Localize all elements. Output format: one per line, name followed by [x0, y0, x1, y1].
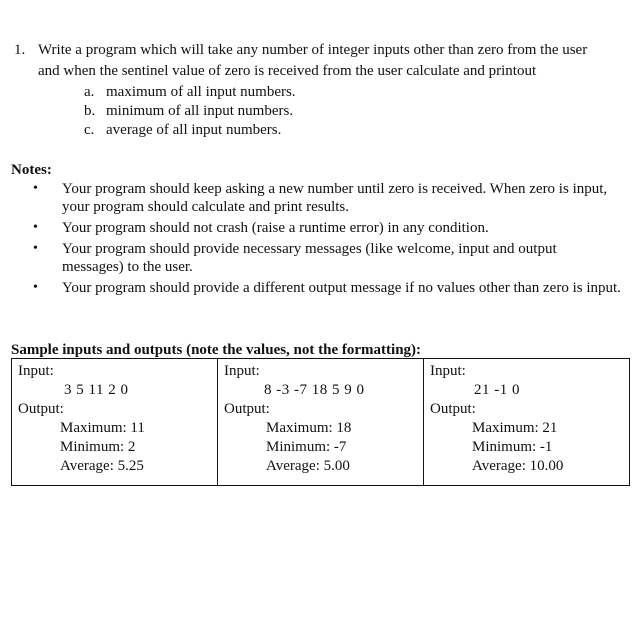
sample-input-values: 3 5 11 2 0 — [64, 382, 129, 398]
samples-table — [11, 358, 630, 486]
sample-input-values: 21 -1 0 — [474, 382, 520, 398]
average-result: Average: 10.00 — [472, 458, 564, 474]
note-text: Your program should provide a different output message if no values other than zero is input. — [62, 280, 621, 296]
maximum-result: Maximum: 11 — [60, 420, 145, 436]
output-label: Output: — [430, 401, 476, 417]
sample-column-1 — [12, 359, 218, 485]
question-first-line — [14, 41, 624, 59]
requirement-letter: a. — [84, 84, 95, 100]
note-text: Your program should keep asking a new number until zero is received. When zero is input, your program should calculate and print results. — [62, 181, 608, 215]
note-item — [30, 279, 630, 297]
note-item — [30, 240, 630, 276]
requirement-letter: b. — [84, 103, 96, 119]
sample-column-3 — [424, 359, 629, 485]
requirement-text: minimum of all input numbers. — [106, 103, 294, 119]
note-text: Your program should not crash (raise a runtime error) in any condition. — [62, 220, 489, 236]
maximum-result: Maximum: 21 — [472, 420, 558, 436]
minimum-result: Minimum: -7 — [266, 439, 347, 455]
sample-output — [60, 419, 145, 476]
note-item — [30, 219, 630, 237]
sample-input-values: 8 -3 -7 18 5 9 0 — [264, 382, 365, 398]
input-label: Input: — [224, 363, 260, 379]
question-number: 1. — [14, 42, 26, 58]
requirement-letter: c. — [84, 122, 95, 138]
minimum-result: Minimum: -1 — [472, 439, 553, 455]
average-result: Average: 5.25 — [60, 458, 144, 474]
sample-output — [472, 419, 563, 476]
bullet-icon: • — [33, 181, 38, 196]
requirement-text: average of all input numbers. — [106, 122, 282, 138]
question-text-line-2: and when the sentinel value of zero is received from the user calculate and printout — [38, 63, 537, 79]
note-text: Your program should provide necessary messages (like welcome, input and output messages) to the user. — [62, 241, 557, 275]
requirement-list — [14, 83, 624, 140]
maximum-result: Maximum: 18 — [266, 420, 352, 436]
notes-heading: Notes: — [11, 162, 52, 178]
sample-output — [266, 419, 351, 476]
question-text-line-1: Write a program which will take any number of integer inputs other than zero from the user — [38, 42, 588, 58]
requirement-item — [84, 121, 624, 140]
requirement-text: maximum of all input numbers. — [106, 84, 296, 100]
question-block — [14, 41, 624, 140]
bullet-icon: • — [33, 241, 38, 256]
minimum-result: Minimum: 2 — [60, 439, 136, 455]
sample-column-2 — [218, 359, 424, 485]
input-label: Input: — [430, 363, 466, 379]
output-label: Output: — [224, 401, 270, 417]
average-result: Average: 5.00 — [266, 458, 350, 474]
note-item — [30, 180, 630, 216]
requirement-item — [84, 83, 624, 102]
output-label: Output: — [18, 401, 64, 417]
bullet-icon: • — [33, 220, 38, 235]
samples-heading: Sample inputs and outputs (note the values, not the formatting): — [11, 342, 422, 358]
bullet-icon: • — [33, 280, 38, 295]
requirement-item — [84, 102, 624, 121]
notes-list — [30, 180, 630, 300]
input-label: Input: — [18, 363, 54, 379]
